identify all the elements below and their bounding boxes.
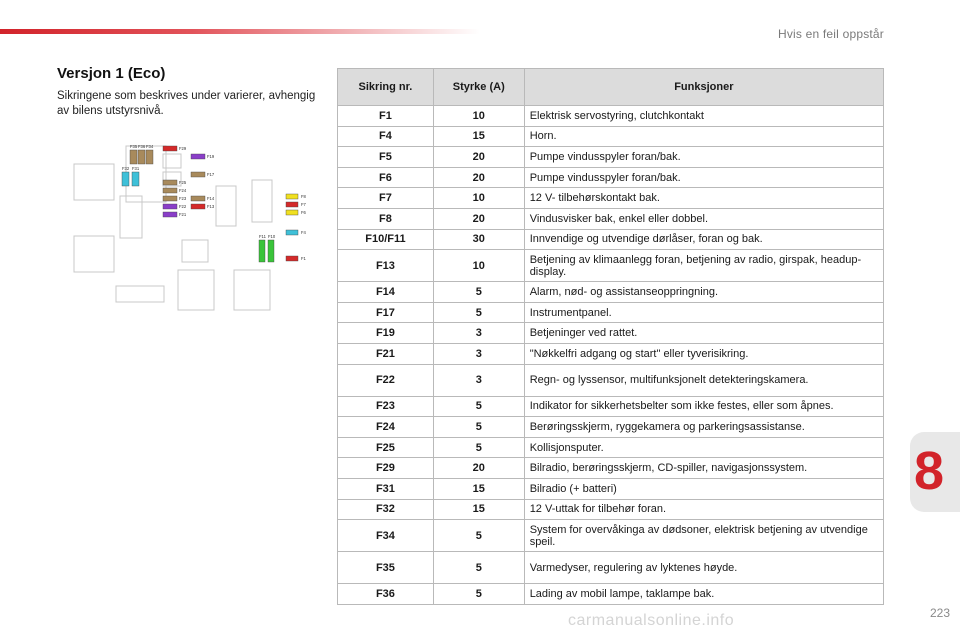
fuse-function-cell: Pumpe vindusspyler foran/bak. bbox=[524, 167, 883, 188]
fuse-table bbox=[337, 68, 884, 605]
fuse-label-f8: F8 bbox=[301, 194, 306, 199]
fuse-function-cell: Kollisjonsputer. bbox=[524, 437, 883, 458]
header-functions: Funksjoner bbox=[524, 69, 883, 106]
fuse-function-cell: Varmedyser, regulering av lyktenes høyde. bbox=[524, 552, 883, 584]
fuse-f14 bbox=[191, 196, 205, 201]
fuse-label-f24: F24 bbox=[179, 188, 187, 193]
fuse-function-cell: Berøringsskjerm, ryggekamera og parkeringsassistanse. bbox=[524, 417, 883, 438]
fuse-label-f1: F1 bbox=[301, 256, 306, 261]
fuse-label-f21: F21 bbox=[179, 212, 187, 217]
table-row bbox=[338, 499, 884, 520]
fuse-f1 bbox=[286, 256, 298, 261]
fuse-label-f35: F35 bbox=[130, 144, 138, 149]
fuse-number-cell: F19 bbox=[338, 323, 434, 344]
table-row bbox=[338, 520, 884, 552]
fuse-function-cell: 12 V-uttak for tilbehør foran. bbox=[524, 499, 883, 520]
chapter-title: Hvis en feil oppstår bbox=[777, 27, 884, 41]
fuse-number-cell: F10/F11 bbox=[338, 229, 434, 250]
fuse-number-cell: F23 bbox=[338, 396, 434, 417]
fuse-rating-cell: 5 bbox=[433, 437, 524, 458]
table-row bbox=[338, 282, 884, 303]
fuse-rating-cell: 5 bbox=[433, 396, 524, 417]
table-row bbox=[338, 364, 884, 396]
fuse-label-f13: F13 bbox=[207, 204, 215, 209]
fuse-number-cell: F13 bbox=[338, 250, 434, 282]
fuse-rating-cell: 20 bbox=[433, 147, 524, 168]
fuse-function-cell: Lading av mobil lampe, taklampe bak. bbox=[524, 584, 883, 605]
fuse-label-f14: F14 bbox=[207, 196, 215, 201]
fuse-number-cell: F22 bbox=[338, 364, 434, 396]
fuse-function-cell: Innvendige og utvendige dørlåser, foran og bak. bbox=[524, 229, 883, 250]
fuse-f8 bbox=[286, 194, 298, 199]
chapter-number: 8 bbox=[913, 441, 944, 501]
fuse-number-cell: F29 bbox=[338, 458, 434, 479]
fuse-f22 bbox=[163, 204, 177, 209]
table-row bbox=[338, 458, 884, 479]
fuse-rating-cell: 3 bbox=[433, 364, 524, 396]
fuse-rating-cell: 5 bbox=[433, 520, 524, 552]
table-row bbox=[338, 126, 884, 147]
fuse-function-cell: Elektrisk servostyring, clutchkontakt bbox=[524, 106, 883, 127]
page-number: 223 bbox=[929, 606, 950, 620]
fuse-function-cell: Bilradio, berøringsskjerm, CD-spiller, navigasjonssystem. bbox=[524, 458, 883, 479]
fuse-function-cell: "Nøkkelfri adgang og start" eller tyverisikring. bbox=[524, 343, 883, 364]
intro-text: Sikringene som beskrives under varierer, avhengig av bilens utstyrsnivå. bbox=[57, 90, 316, 117]
fuse-f21 bbox=[163, 212, 177, 217]
fuse-label-f31: F31 bbox=[132, 166, 140, 171]
table-row bbox=[338, 584, 884, 605]
fuse-function-cell: Regn- og lyssensor, multifunksjonelt detekteringskamera. bbox=[524, 364, 883, 396]
fuse-number-cell: F32 bbox=[338, 499, 434, 520]
watermark: carmanualsonline.info bbox=[568, 612, 735, 629]
table-row bbox=[338, 552, 884, 584]
table-row bbox=[338, 478, 884, 499]
fuse-label-f34: F34 bbox=[146, 144, 154, 149]
fuse-rating-cell: 3 bbox=[433, 343, 524, 364]
table-row bbox=[338, 302, 884, 323]
fuse-number-cell: F31 bbox=[338, 478, 434, 499]
fuse-function-cell: Pumpe vindusspyler foran/bak. bbox=[524, 147, 883, 168]
fuse-function-cell: Indikator for sikkerhetsbelter som ikke festes, eller som åpnes. bbox=[524, 396, 883, 417]
fuse-function-cell: Instrumentpanel. bbox=[524, 302, 883, 323]
fuse-f4 bbox=[286, 230, 298, 235]
fuse-label-f36: F36 bbox=[138, 144, 146, 149]
fuse-f36 bbox=[138, 150, 145, 164]
fuse-label-f17: F17 bbox=[207, 172, 215, 177]
fuse-f25 bbox=[163, 180, 177, 185]
fuse-label-f23: F23 bbox=[179, 196, 187, 201]
fuse-rating-cell: 3 bbox=[433, 323, 524, 344]
fuse-label-f22: F22 bbox=[179, 204, 187, 209]
fuse-f10 bbox=[268, 240, 274, 262]
fuse-function-cell: Horn. bbox=[524, 126, 883, 147]
fuse-rating-cell: 5 bbox=[433, 302, 524, 323]
fuse-rating-cell: 10 bbox=[433, 250, 524, 282]
fuse-function-cell: Vindusvisker bak, enkel eller dobbel. bbox=[524, 208, 883, 229]
fuse-label-f6: F6 bbox=[301, 210, 306, 215]
fuse-label-f7: F7 bbox=[301, 202, 306, 207]
table-row bbox=[338, 417, 884, 438]
fuse-rating-cell: 20 bbox=[433, 167, 524, 188]
fuse-label-f11: F11 bbox=[259, 234, 266, 239]
fuse-function-cell: Betjeninger ved rattet. bbox=[524, 323, 883, 344]
fuse-f35 bbox=[130, 150, 137, 164]
fuse-rating-cell: 15 bbox=[433, 126, 524, 147]
fuse-function-cell: Bilradio (+ batteri) bbox=[524, 478, 883, 499]
table-row bbox=[338, 208, 884, 229]
fuse-f7 bbox=[286, 202, 298, 207]
table-row bbox=[338, 167, 884, 188]
fuse-function-cell: Betjening av klimaanlegg foran, betjening av radio, girspak, headup-display. bbox=[524, 250, 883, 282]
fuse-label-f32: F32 bbox=[122, 166, 130, 171]
fuse-rating-cell: 30 bbox=[433, 229, 524, 250]
fuse-label-f29: F29 bbox=[179, 146, 187, 151]
fuse-f34 bbox=[146, 150, 153, 164]
fuse-number-cell: F34 bbox=[338, 520, 434, 552]
fuse-rating-cell: 20 bbox=[433, 208, 524, 229]
table-row bbox=[338, 147, 884, 168]
table-row bbox=[338, 437, 884, 458]
table-row bbox=[338, 343, 884, 364]
fuse-f11 bbox=[259, 240, 265, 262]
fuse-number-cell: F7 bbox=[338, 188, 434, 209]
fuse-rating-cell: 15 bbox=[433, 499, 524, 520]
fuse-number-cell: F8 bbox=[338, 208, 434, 229]
table-row bbox=[338, 229, 884, 250]
fuse-label-f4: F4 bbox=[301, 230, 306, 235]
table-row bbox=[338, 396, 884, 417]
fuse-number-cell: F36 bbox=[338, 584, 434, 605]
fuse-f13 bbox=[191, 204, 205, 209]
fuse-label-f25: F25 bbox=[179, 180, 187, 185]
fuse-number-cell: F17 bbox=[338, 302, 434, 323]
fuse-number-cell: F6 bbox=[338, 167, 434, 188]
fuse-number-cell: F5 bbox=[338, 147, 434, 168]
header-accent-bar bbox=[0, 29, 480, 34]
fuse-label-f19: F19 bbox=[207, 154, 215, 159]
fuse-rating-cell: 5 bbox=[433, 282, 524, 303]
fuse-rating-cell: 10 bbox=[433, 106, 524, 127]
fuse-label-f10: F10 bbox=[268, 234, 276, 239]
table-row bbox=[338, 106, 884, 127]
fuse-function-cell: System for overvåkinga av dødsoner, elektrisk betjening av utvendige speil. bbox=[524, 520, 883, 552]
table-row bbox=[338, 188, 884, 209]
header-rating: Styrke (A) bbox=[433, 69, 524, 106]
fuse-f17 bbox=[191, 172, 205, 177]
fuse-rating-cell: 5 bbox=[433, 552, 524, 584]
fuse-f6 bbox=[286, 210, 298, 215]
fuse-f32 bbox=[122, 172, 129, 186]
fuse-number-cell: F21 bbox=[338, 343, 434, 364]
fuse-number-cell: F35 bbox=[338, 552, 434, 584]
fuse-number-cell: F25 bbox=[338, 437, 434, 458]
fuse-shapes bbox=[122, 144, 307, 262]
fuse-function-cell: 12 V- tilbehørskontakt bak. bbox=[524, 188, 883, 209]
fuse-box-diagram bbox=[60, 140, 320, 320]
section-title: Versjon 1 (Eco) bbox=[57, 65, 166, 82]
fuse-rating-cell: 5 bbox=[433, 584, 524, 605]
table-row bbox=[338, 323, 884, 344]
fuse-f19 bbox=[191, 154, 205, 159]
fuse-f23 bbox=[163, 196, 177, 201]
fuse-number-cell: F1 bbox=[338, 106, 434, 127]
fuse-table-header bbox=[338, 69, 884, 106]
header-fuse-number: Sikring nr. bbox=[338, 69, 434, 106]
fuse-function-cell: Alarm, nød- og assistanseoppringning. bbox=[524, 282, 883, 303]
fuse-number-cell: F14 bbox=[338, 282, 434, 303]
table-row bbox=[338, 250, 884, 282]
fuse-f24 bbox=[163, 188, 177, 193]
fuse-rating-cell: 15 bbox=[433, 478, 524, 499]
fuse-rating-cell: 20 bbox=[433, 458, 524, 479]
fuse-f31 bbox=[132, 172, 139, 186]
fuse-f29 bbox=[163, 146, 177, 151]
fuse-number-cell: F4 bbox=[338, 126, 434, 147]
fuse-number-cell: F24 bbox=[338, 417, 434, 438]
fuse-rating-cell: 5 bbox=[433, 417, 524, 438]
fuse-rating-cell: 10 bbox=[433, 188, 524, 209]
